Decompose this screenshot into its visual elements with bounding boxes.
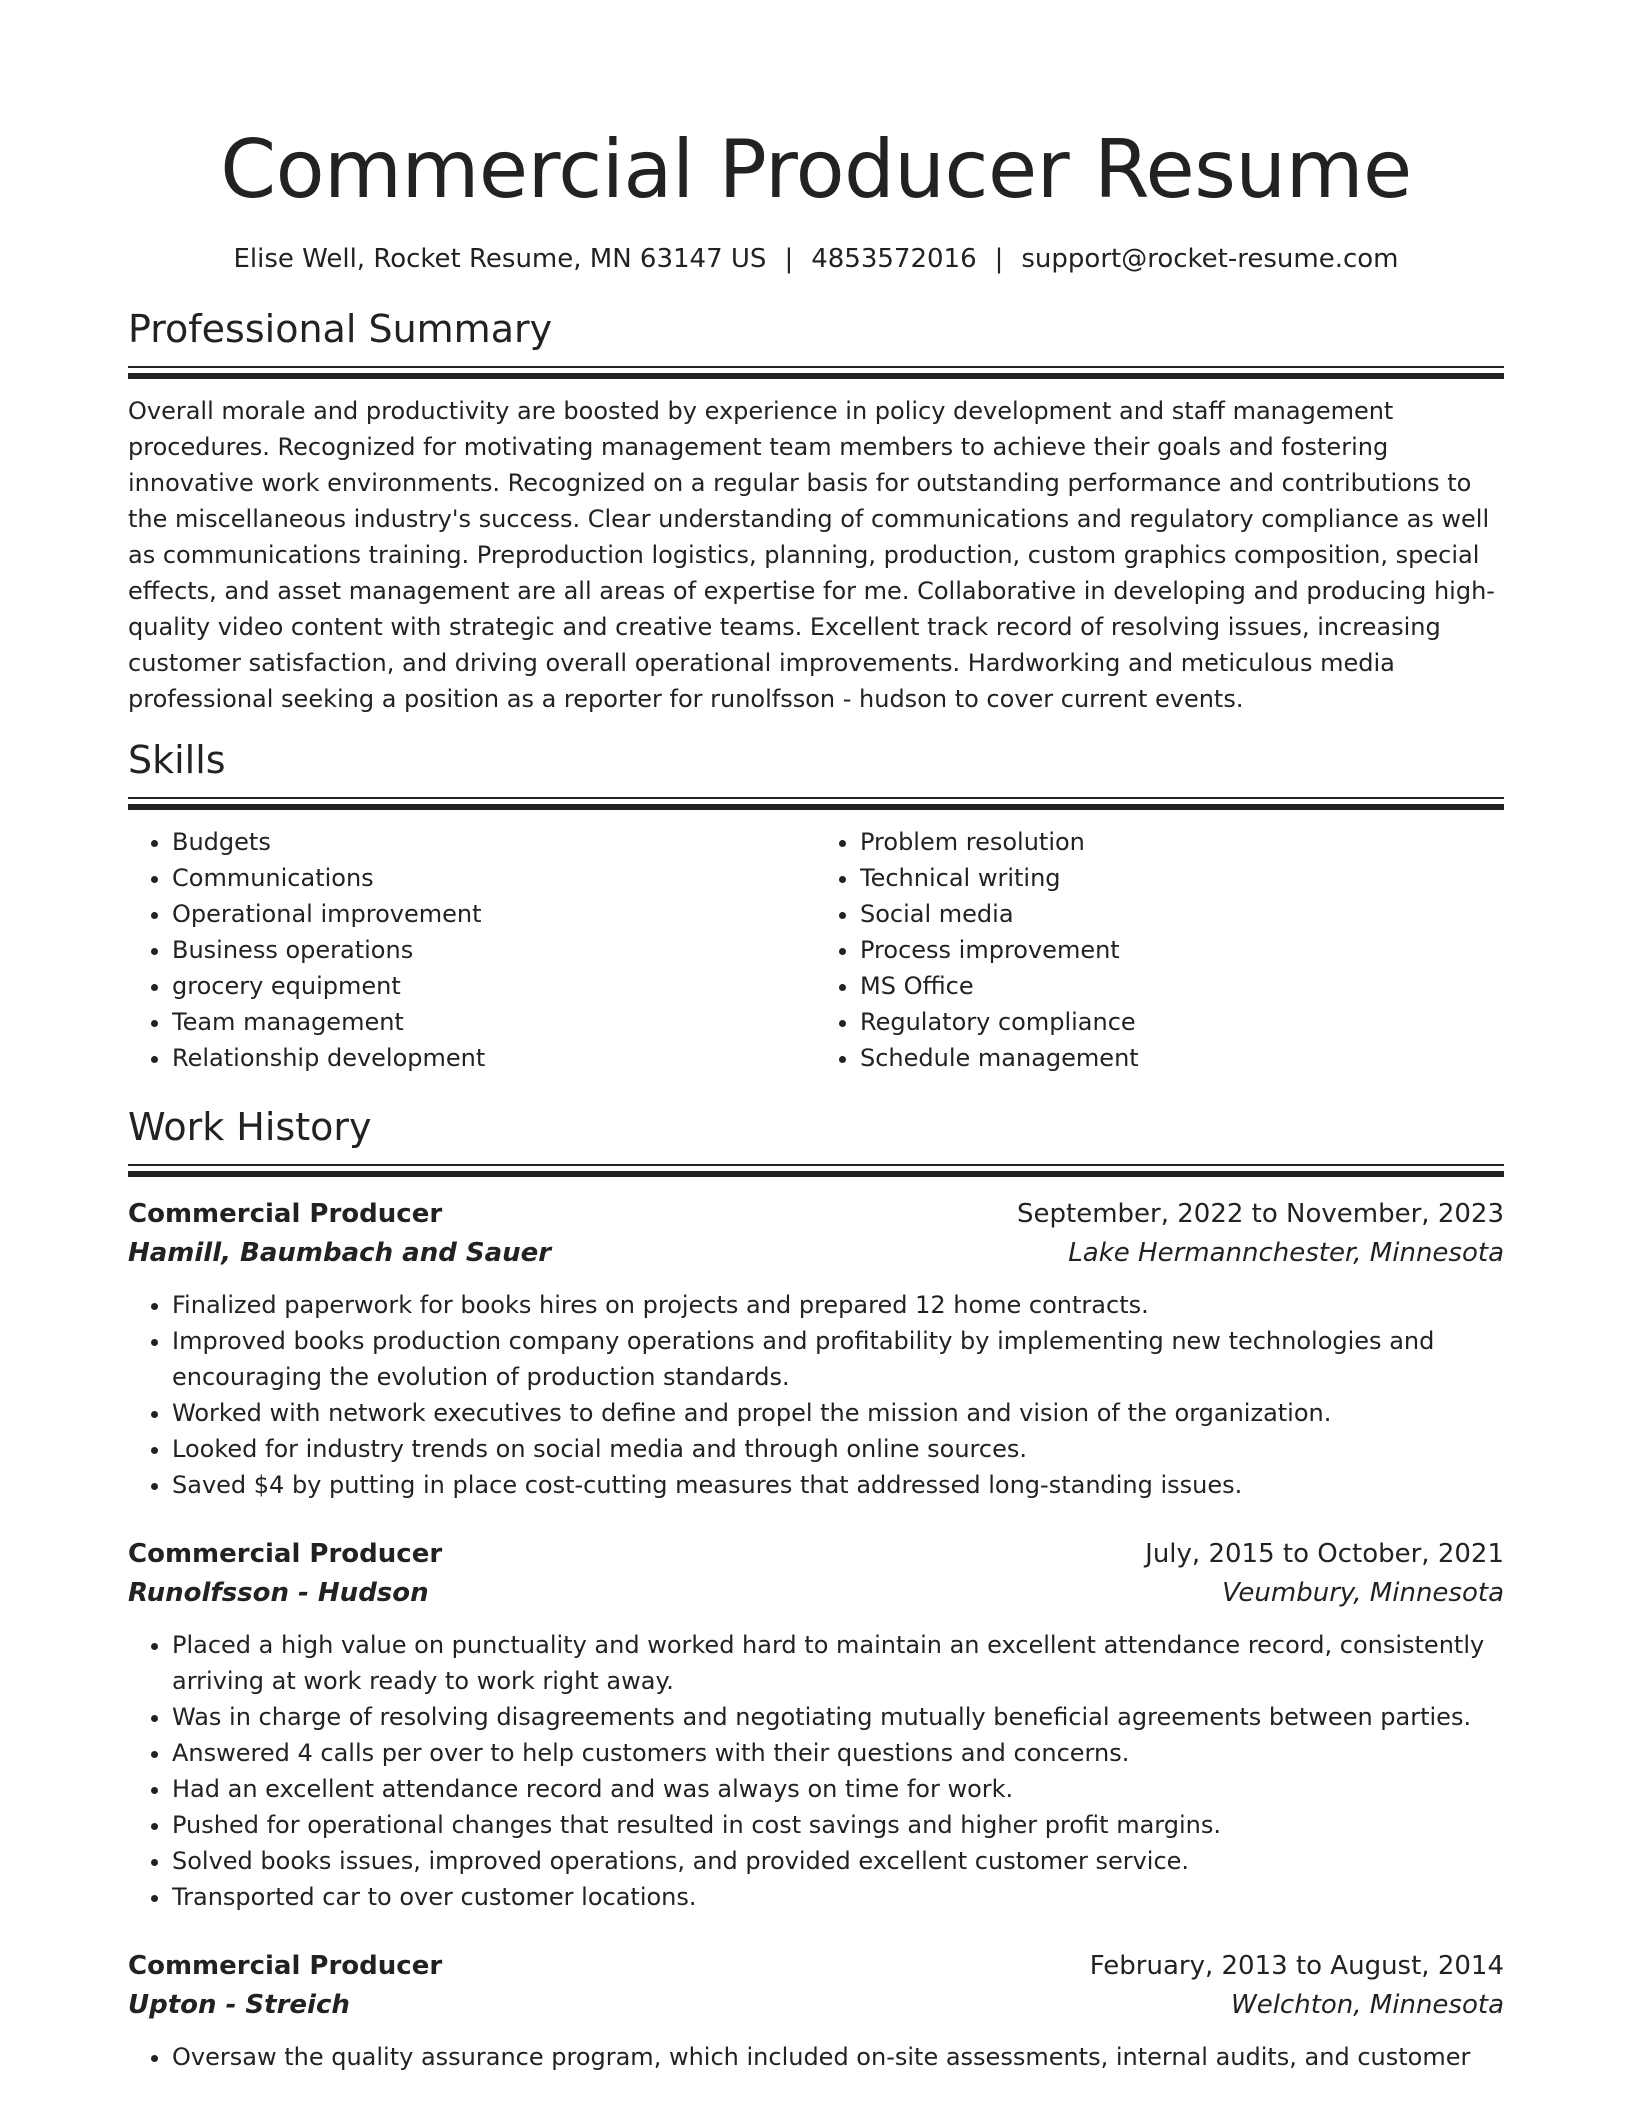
skill-item: • Regulatory compliance bbox=[860, 1004, 1504, 1040]
skills-section bbox=[128, 737, 1504, 1076]
job-bullet: • Looked for industry trends on social media and through online sources. bbox=[172, 1431, 1504, 1467]
skill-item: • Process improvement bbox=[860, 932, 1504, 968]
skill-item: • Communications bbox=[172, 860, 816, 896]
job-bullet: • Finalized paperwork for books hires on projects and prepared 12 home contracts. bbox=[172, 1287, 1504, 1323]
work-section bbox=[128, 1104, 1504, 2075]
section-heading-skills: Skills bbox=[128, 738, 226, 782]
job-entry bbox=[128, 1195, 1504, 1503]
job-header bbox=[128, 1195, 1504, 1233]
skill-item: • Budgets bbox=[172, 824, 816, 860]
job-dates: February, 2013 to August, 2014 bbox=[1089, 1951, 1504, 1981]
summary-section bbox=[128, 306, 1504, 717]
job-location: Welchton, Minnesota bbox=[1231, 1990, 1504, 2020]
summary-text: Overall morale and productivity are boosted by experience in policy development and staff management procedures. Recognized for motivating management team members to achieve their goals and fostering innovative work environments. Recognized on a regular basis for outstanding performance and contributions to the miscellaneous industry's success. Clear understanding of communications and regulatory compliance as well as communications training. Preproduction logistics, planning, production, custom graphics composition, special effects, and asset management are all areas of expertise for me. Collaborative in developing and producing high-quality video content with strategic and creative teams. Excellent track record of resolving issues, increasing customer satisfaction, and driving overall operational improvements. Hardworking and meticulous media professional seeking a position as a reporter for runolfsson - hudson to cover current events. bbox=[128, 397, 1495, 713]
job-dates: September, 2022 to November, 2023 bbox=[1017, 1199, 1504, 1229]
job-bullet: • Was in charge of resolving disagreements and negotiating mutually beneficial agreements between parties. bbox=[172, 1699, 1504, 1735]
job-company: Upton - Streich bbox=[128, 1990, 350, 2020]
job-location: Veumbury, Minnesota bbox=[1222, 1578, 1504, 1608]
skills-list-right bbox=[816, 824, 1504, 1076]
job-title: Commercial Producer bbox=[128, 1199, 443, 1229]
contact-separator: | bbox=[784, 244, 794, 274]
skill-item: • Schedule management bbox=[860, 1040, 1504, 1076]
skill-item: • Problem resolution bbox=[860, 824, 1504, 860]
contact-address: Elise Well, Rocket Resume, MN 63147 US bbox=[233, 244, 767, 274]
contact-phone: 4853572016 bbox=[811, 244, 977, 274]
job-subheader bbox=[128, 1233, 1504, 1273]
job-bullet: • Transported car to over customer locations. bbox=[172, 1879, 1504, 1915]
job-header bbox=[128, 1947, 1504, 1985]
section-heading-summary: Professional Summary bbox=[128, 307, 553, 351]
job-location: Lake Hermannchester, Minnesota bbox=[1068, 1238, 1504, 1268]
resume-title: Commercial Producer Resume bbox=[220, 123, 1412, 216]
job-bullet: • Had an excellent attendance record and was always on time for work. bbox=[172, 1771, 1504, 1807]
contact-email[interactable]: support@rocket-resume.com bbox=[1021, 244, 1399, 274]
job-bullets bbox=[128, 1627, 1504, 1915]
job-bullet: • Solved books issues, improved operations, and provided excellent customer service. bbox=[172, 1843, 1504, 1879]
skill-item: • Operational improvement bbox=[172, 896, 816, 932]
section-divider bbox=[128, 366, 1504, 379]
job-company: Runolfsson - Hudson bbox=[128, 1578, 429, 1608]
job-subheader bbox=[128, 1573, 1504, 1613]
section-divider bbox=[128, 797, 1504, 810]
skill-item: • grocery equipment bbox=[172, 968, 816, 1004]
job-subheader bbox=[128, 1985, 1504, 2025]
job-bullet: • Pushed for operational changes that resulted in cost savings and higher profit margins. bbox=[172, 1807, 1504, 1843]
skill-item: • Business operations bbox=[172, 932, 816, 968]
skill-item: • Social media bbox=[860, 896, 1504, 932]
job-entry bbox=[128, 1535, 1504, 1915]
job-bullet: • Saved $4 by putting in place cost-cutting measures that addressed long-standing issues. bbox=[172, 1467, 1504, 1503]
skills-columns bbox=[128, 824, 1504, 1076]
skill-item: • Technical writing bbox=[860, 860, 1504, 896]
resume-content bbox=[128, 0, 1504, 2075]
job-bullet: • Placed a high value on punctuality and worked hard to maintain an excellent attendance record, consistently arriving at work ready to work right away. bbox=[172, 1627, 1504, 1699]
section-divider bbox=[128, 1164, 1504, 1177]
job-title: Commercial Producer bbox=[128, 1539, 443, 1569]
job-company: Hamill, Baumbach and Sauer bbox=[128, 1238, 552, 1268]
job-bullet: • Oversaw the quality assurance program, which included on-site assessments, internal audits, and customer bbox=[172, 2039, 1504, 2075]
contact-line bbox=[128, 242, 1504, 276]
job-bullet: • Answered 4 calls per over to help customers with their questions and concerns. bbox=[172, 1735, 1504, 1771]
job-header bbox=[128, 1535, 1504, 1573]
skill-item: • Relationship development bbox=[172, 1040, 816, 1076]
job-dates: July, 2015 to October, 2021 bbox=[1145, 1539, 1504, 1569]
job-bullets bbox=[128, 1287, 1504, 1503]
job-bullet: • Improved books production company operations and profitability by implementing new technologies and encouraging the evolution of production standards. bbox=[172, 1323, 1504, 1395]
contact-separator: | bbox=[994, 244, 1004, 274]
job-bullets bbox=[128, 2039, 1504, 2075]
skills-list-left bbox=[128, 824, 816, 1076]
job-bullet: • Worked with network executives to define and propel the mission and vision of the organization. bbox=[172, 1395, 1504, 1431]
section-heading-work: Work History bbox=[128, 1105, 372, 1149]
job-entry bbox=[128, 1947, 1504, 2075]
skill-item: • Team management bbox=[172, 1004, 816, 1040]
skill-item: • MS Office bbox=[860, 968, 1504, 1004]
job-title: Commercial Producer bbox=[128, 1951, 443, 1981]
